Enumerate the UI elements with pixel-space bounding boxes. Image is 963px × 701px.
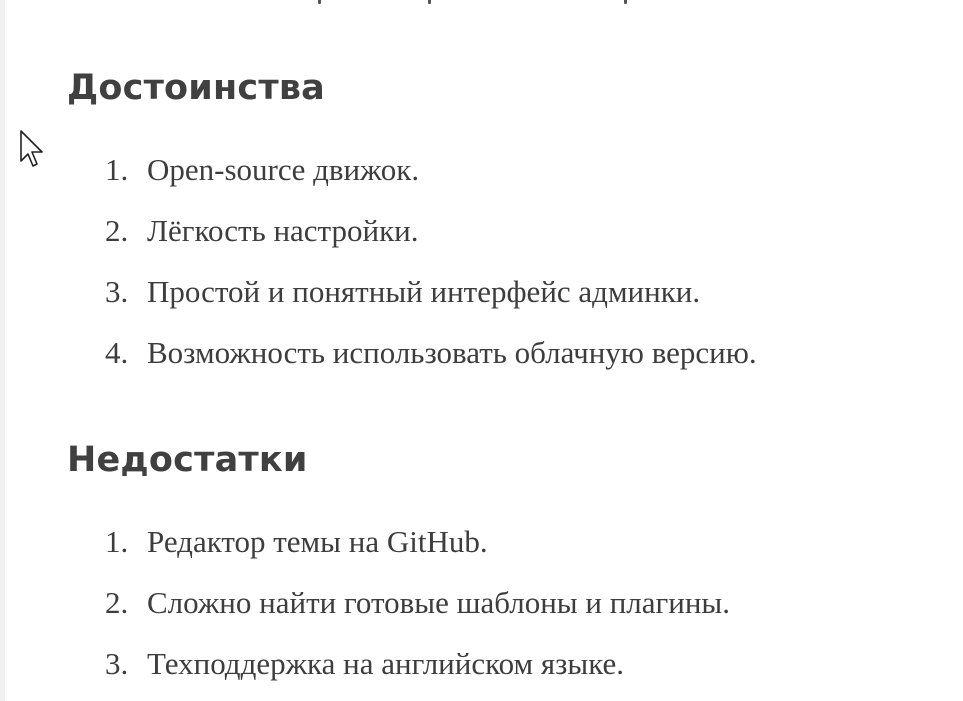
disadvantages-list bbox=[67, 522, 947, 701]
list-item-number: 2. bbox=[105, 213, 129, 248]
list-item-text: Лёгкость настройки. bbox=[147, 213, 419, 248]
list-item bbox=[67, 211, 947, 272]
list-item-number: 3. bbox=[105, 274, 129, 309]
list-item-number: 1. bbox=[105, 524, 129, 559]
page-left-edge bbox=[0, 0, 5, 701]
list-item bbox=[67, 333, 947, 394]
advantages-list bbox=[67, 150, 947, 394]
list-item-number: 2. bbox=[105, 585, 129, 620]
list-item bbox=[67, 522, 947, 583]
list-item bbox=[67, 150, 947, 211]
mouse-pointer-icon bbox=[19, 129, 45, 169]
cropped-glyph bbox=[318, 0, 321, 4]
list-item-text: Open-source движок. bbox=[147, 152, 420, 187]
list-item-text: Возможность использовать облачную версию. bbox=[147, 335, 757, 370]
cropped-previous-content bbox=[0, 0, 963, 6]
list-item bbox=[67, 644, 947, 701]
disadvantages-section bbox=[67, 440, 947, 701]
list-item-text: Простой и понятный интерфейс админки. bbox=[147, 274, 701, 309]
list-item-number: 3. bbox=[105, 646, 129, 681]
list-item bbox=[67, 583, 947, 644]
list-item-text: Техподдержка на английском языке. bbox=[147, 646, 625, 681]
cropped-glyph bbox=[428, 0, 431, 4]
disadvantages-heading: Недостатки bbox=[67, 440, 308, 480]
list-item bbox=[67, 272, 947, 333]
list-item-number: 1. bbox=[105, 152, 129, 187]
advantages-heading: Достоинства bbox=[67, 68, 326, 108]
advantages-section bbox=[67, 68, 947, 394]
list-item-text: Редактор темы на GitHub. bbox=[147, 524, 488, 559]
list-item-number: 4. bbox=[105, 335, 129, 370]
cropped-glyph bbox=[624, 0, 627, 4]
list-item-text: Сложно найти готовые шаблоны и плагины. bbox=[147, 585, 731, 620]
